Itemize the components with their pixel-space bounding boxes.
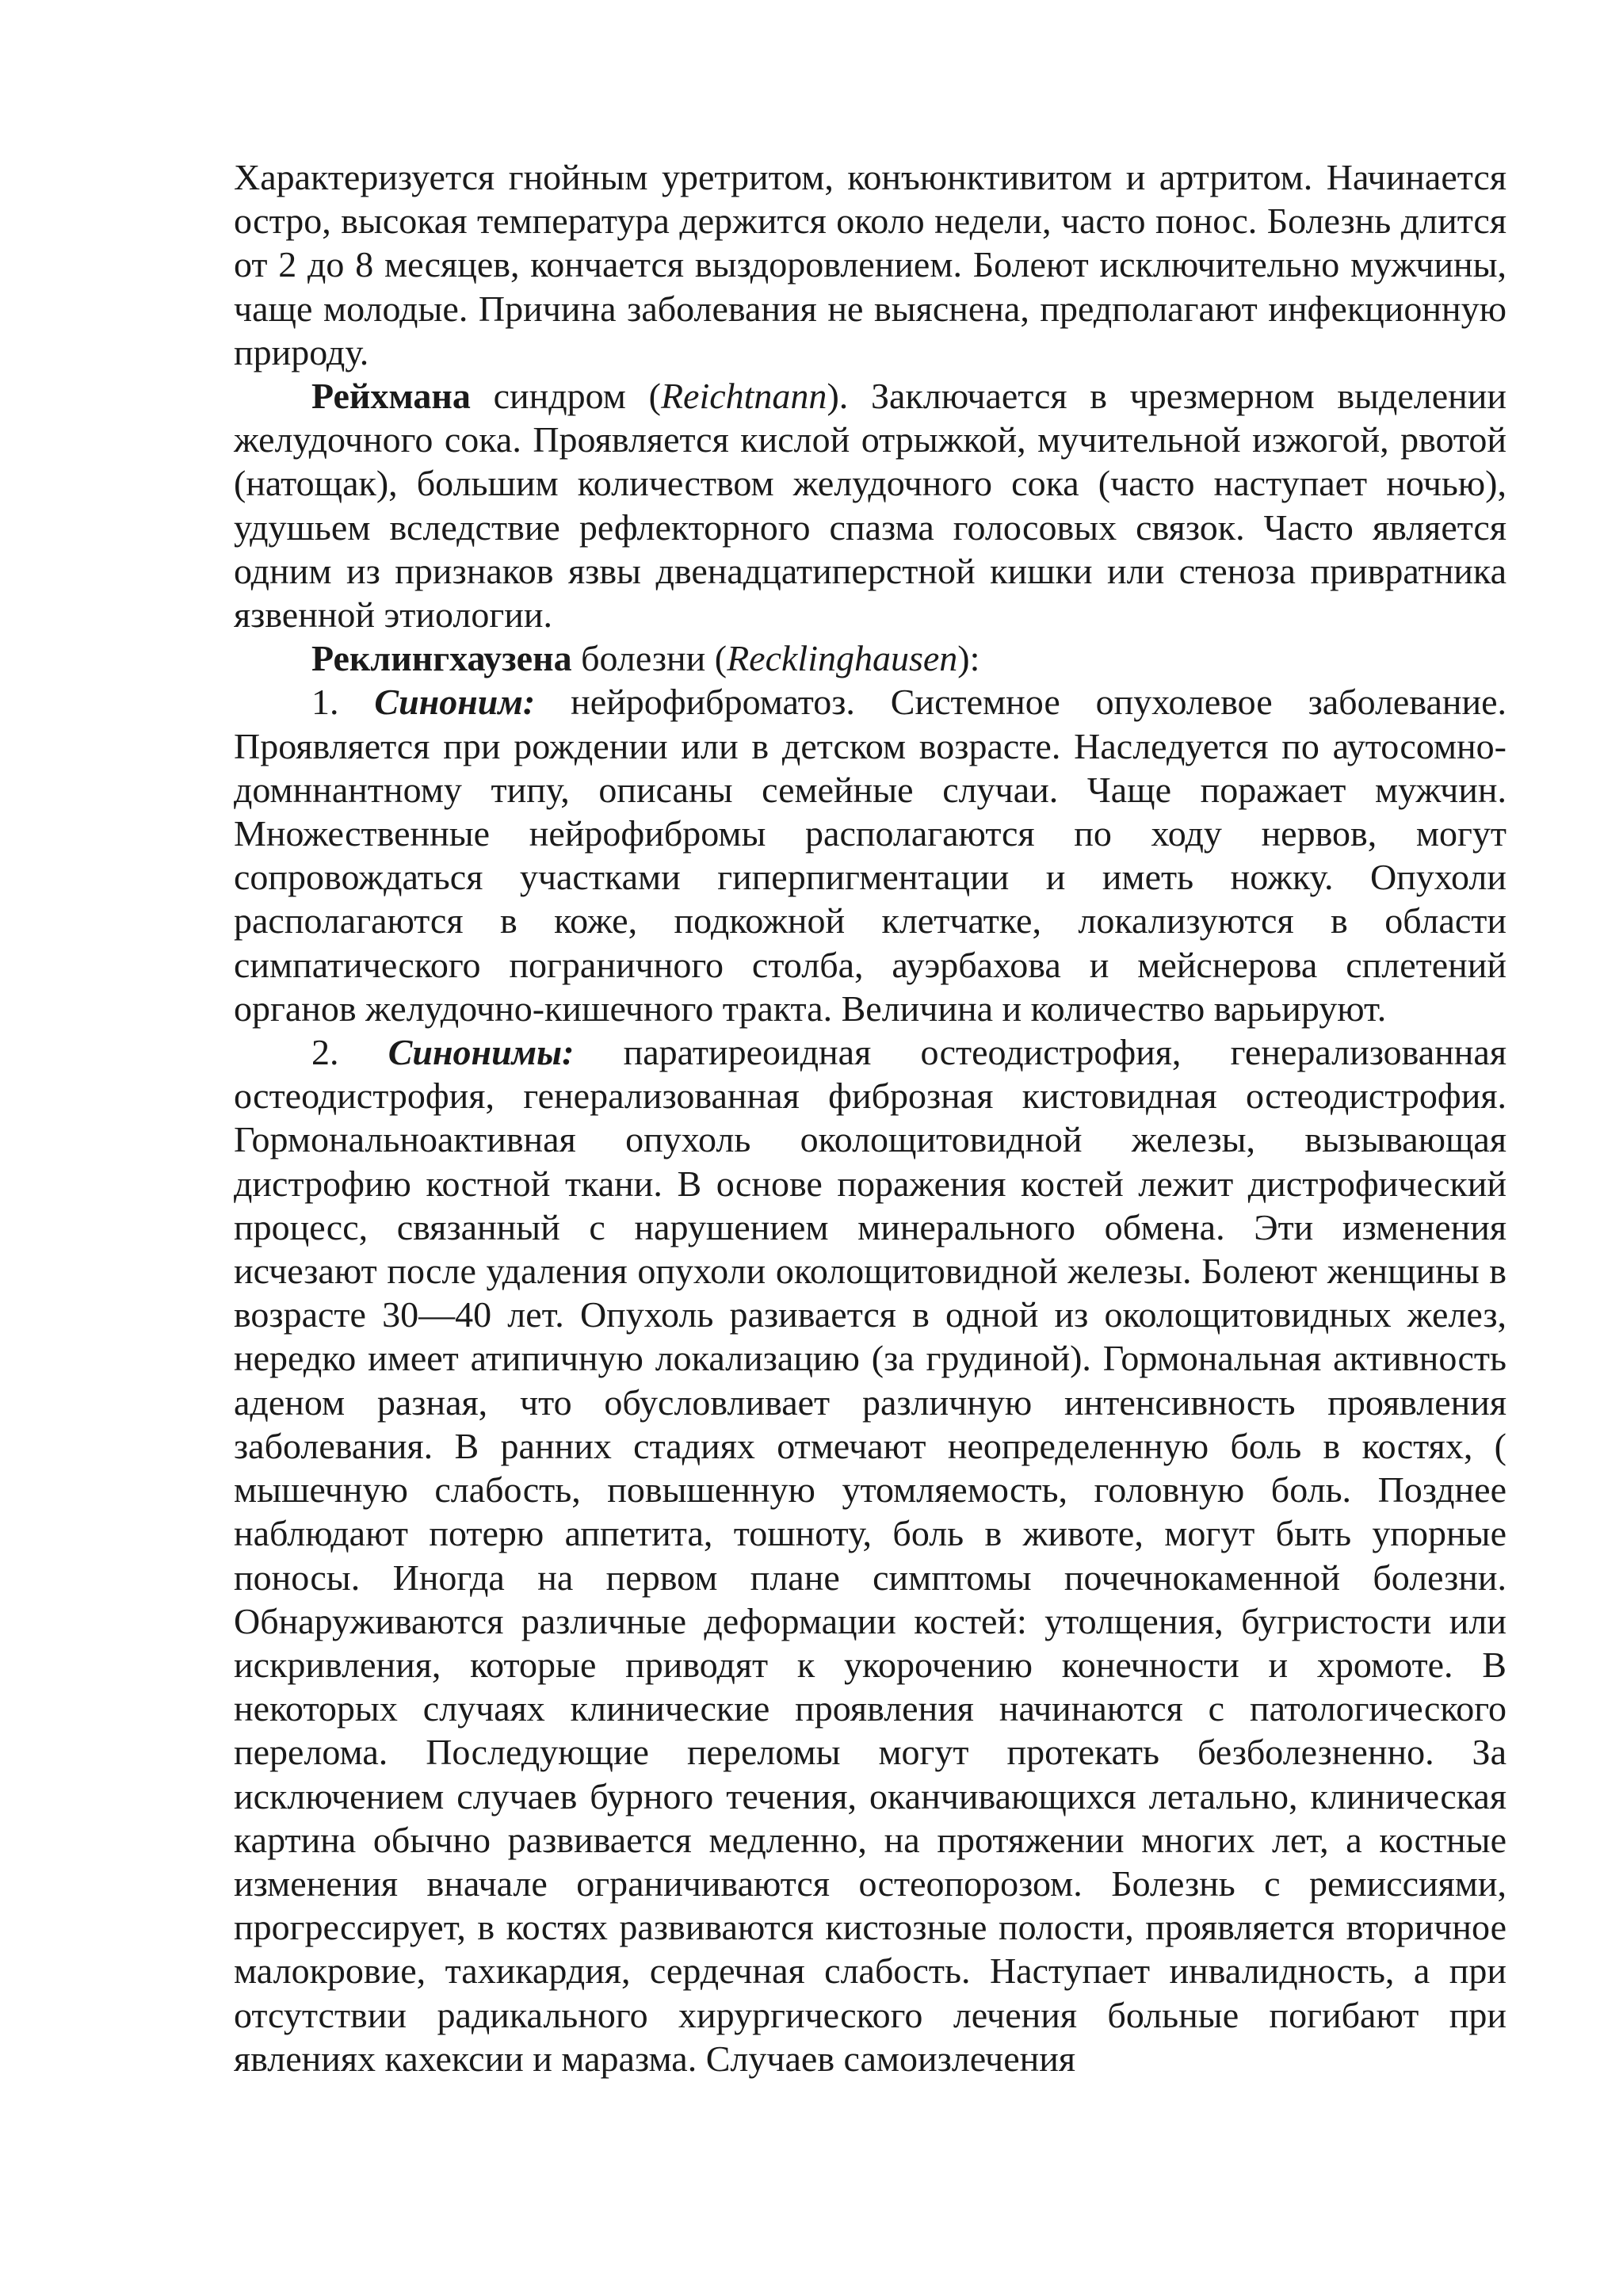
latin-reichmann: Reichtnann xyxy=(660,376,827,417)
paragraph-reichmann-text: ). Заключается в чрезмерном выделении желудочного сока. Проявляется кислой отрыжкой, мучительной изжогой, рвотой (натощак), большим количеством желудочного сока (часто наступает ночью), удушьем вследствие рефлекторного спазма голосовых связок. Часто является одним из признаков язвы двенадцатиперстной кишки или стеноза привратника язвенной этиологии. xyxy=(234,376,1507,636)
paragraph-recklinghausen-heading xyxy=(234,636,1507,680)
paragraph-item-2 xyxy=(234,1030,1507,2080)
item-1-number: 1. xyxy=(311,682,375,723)
item-2-label: Синонимы: xyxy=(388,1032,575,1073)
term-reichmann-suffix: синдром ( xyxy=(470,376,661,417)
item-2-number: 2. xyxy=(311,1032,388,1073)
item-1-label: Синоним: xyxy=(374,682,536,723)
paragraph-reichmann xyxy=(234,374,1507,636)
paragraph-recklinghausen-heading-end: ): xyxy=(957,638,980,679)
term-reichmann: Рейхмана xyxy=(311,376,471,417)
term-recklinghausen-suffix: болезни ( xyxy=(571,638,727,679)
paragraph-item-1 xyxy=(234,680,1507,1030)
item-1-text: нейрофиброматоз. Системное опухолевое заболевание. Проявляется при рождении или в детском возрасте. Наследуется по аутосомно-домннантному типу, описаны семейные случаи. Чаще поражает мужчин. Множественные нейрофибромы располагаются по ходу нервов, могут сопровождаться участками гиперпигментации и иметь ножку. Опухоли располагаются в коже, подкожной клетчатке, локализуются в области симпатического пограничного столба, ауэрбахова и мейснерова сплетений органов желудочно-кишечного тракта. Величина и количество варьируют. xyxy=(234,682,1507,1029)
body-text xyxy=(234,155,1507,2080)
latin-recklinghausen: Recklinghausen xyxy=(727,638,958,679)
paragraph-1 xyxy=(234,155,1507,374)
item-2-text: паратиреоидная остеодистрофия, генерализованная остеодистрофия, генерализованная фиброзная кистовидная остеодистрофия. Гормональноактивная опухоль околощитовидной железы, вызывающая дистрофию костной ткани. В основе поражения костей лежит дистрофический процесс, связанный с нарушением минерального обмена. Эти изменения исчезают после удаления опухоли околощитовидной железы. Болеют женщины в возрасте 30—40 лет. Опухоль разивается в одной из околощитовидных желез, нередко имеет атипичную локализацию (за грудиной). Гормональная активность аденом разная, что обусловливает различную интенсивность проявления заболевания. В ранних стадиях отмечают неопределенную боль в костях, ( мышечную слабость, повышенную утомляемость, головную боль. Позднее наблюдают потерю аппетита, тошноту, боль в животе, могут быть упорные поносы. Иногда на первом плане симптомы почечнокаменной болезни. Обнаруживаются различные деформации костей: утолщения, бугристости или искривления, которые приводят к укорочению конечности и хромоте. В некоторых случаях клинические проявления начинаются с патологического перелома. Последующие переломы могут протекать безболезненно. За исключением случаев бурного течения, оканчивающихся летально, клиническая картина обычно развивается медленно, на протяжении многих лет, а костные изменения вначале ограничиваются остеопорозом. Болезнь с ремиссиями, прогрессирует, в костях развиваются кистозные полости, проявляется вторичное малокровие, тахикардия, сердечная слабость. Наступает инвалидность, а при отсутствии радикального хирургического лечения больные погибают при явлениях кахексии и маразма. Случаев самоизлечения xyxy=(234,1032,1507,2079)
term-recklinghausen: Реклингхаузена xyxy=(311,638,572,679)
paragraph-1-text: Характеризуется гнойным уретритом, конъюнктивитом и артритом. Начинается остро, высокая температура держится около недели, часто понос. Болезнь длится от 2 до 8 месяцев, кончается выздоровлением. Болеют исключительно мужчины, чаще молодые. Причина заболевания не выяснена, предполагают инфекционную природу. xyxy=(234,157,1507,372)
